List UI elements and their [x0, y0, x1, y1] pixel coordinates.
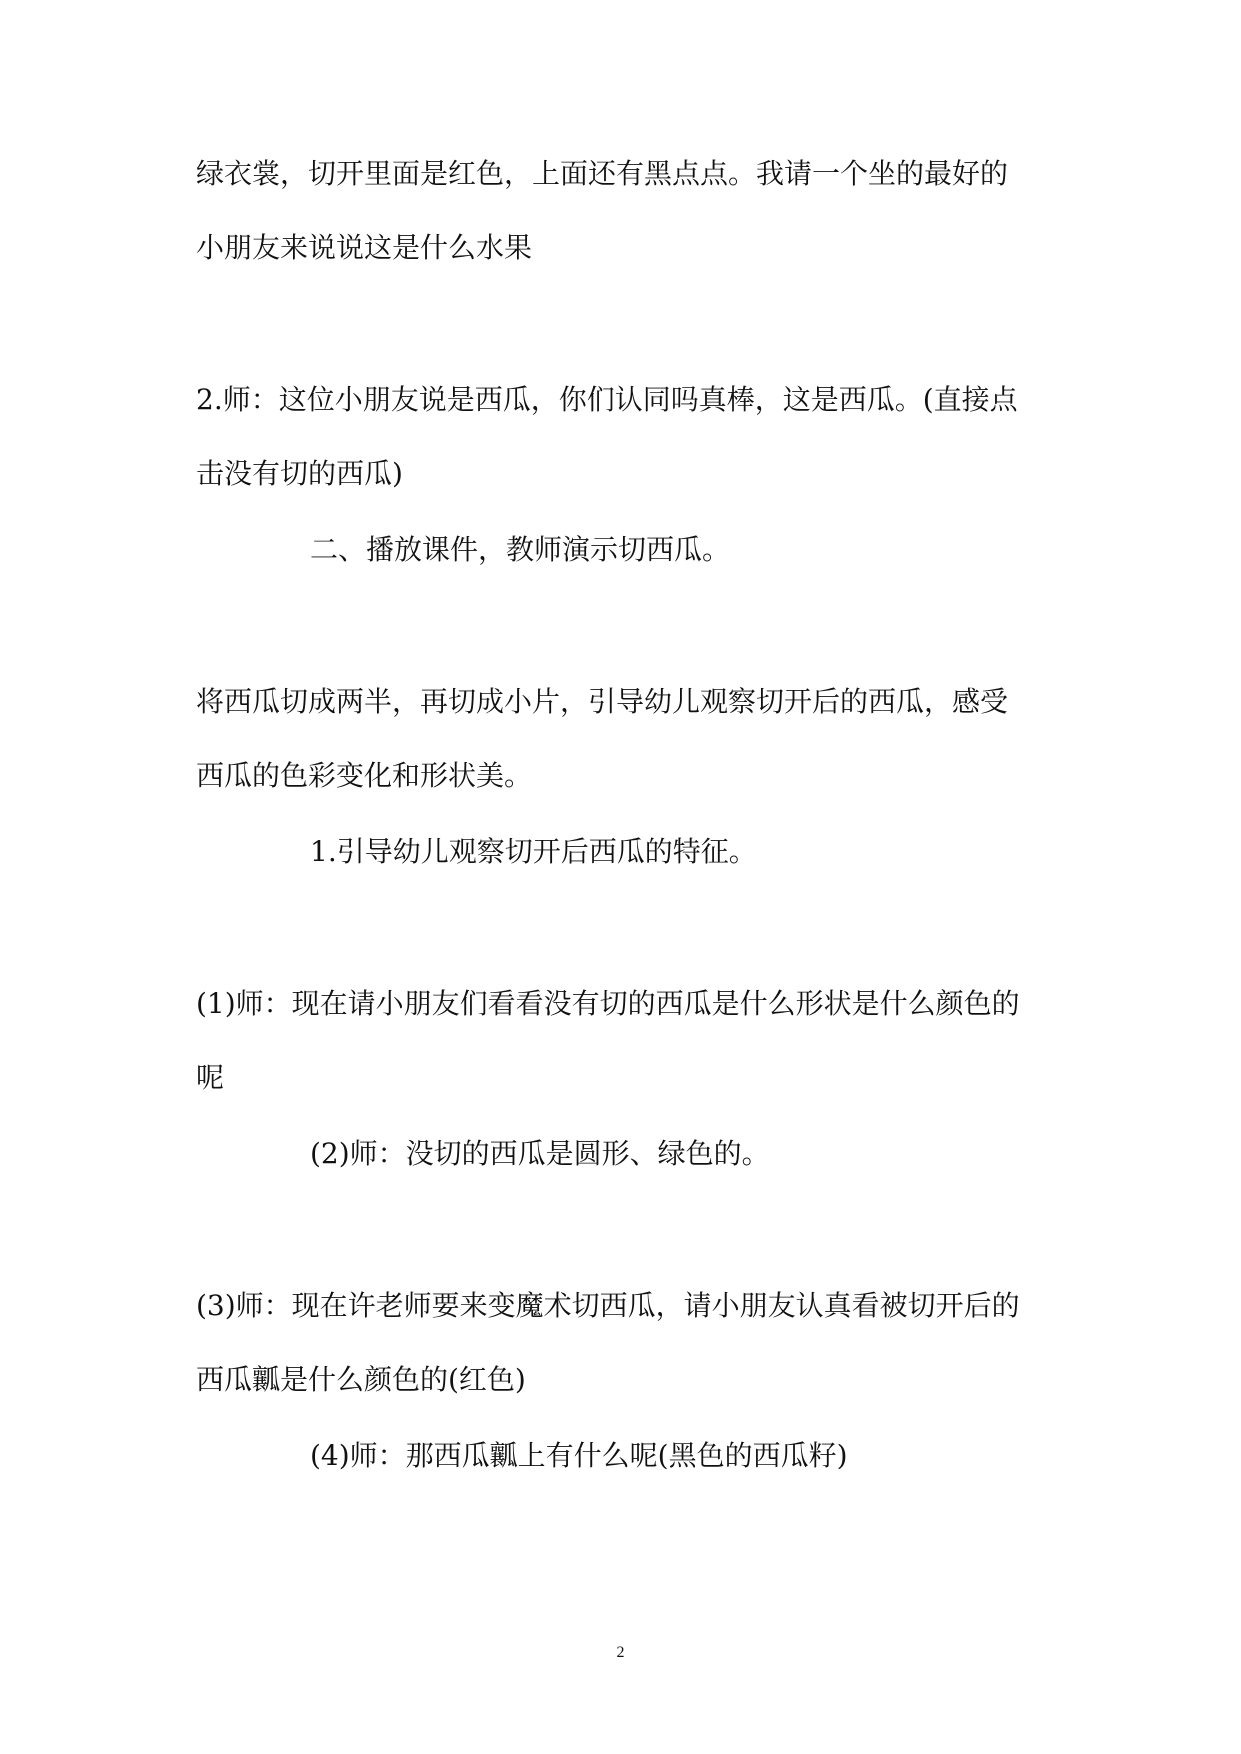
text-line: 1.引导幼儿观察切开后西瓜的特征。 [310, 835, 757, 868]
text-line: 绿衣裳，切开里面是红色，上面还有黑点点。我请一个坐的最好的 [196, 157, 1009, 190]
text-line: (1)师：现在请小朋友们看看没有切的西瓜是什么形状是什么颜色的 [196, 987, 1020, 1020]
section-heading: 二、播放课件，教师演示切西瓜。 [310, 533, 731, 566]
text-line: (4)师：那西瓜瓤上有什么呢(黑色的西瓜籽) [310, 1439, 848, 1472]
text-line: 呢 [196, 1061, 225, 1094]
text-line: 西瓜瓤是什么颜色的(红色) [196, 1363, 526, 1396]
page-number: 2 [616, 1644, 625, 1661]
text-line: 将西瓜切成两半，再切成小片，引导幼儿观察切开后的西瓜，感受 [196, 685, 1009, 718]
text-line: 小朋友来说说这是什么水果 [196, 231, 533, 264]
text-line: (3)师：现在许老师要来变魔术切西瓜，请小朋友认真看被切开后的 [196, 1289, 1020, 1322]
text-line: 西瓜的色彩变化和形状美。 [196, 759, 533, 792]
text-line: (2)师：没切的西瓜是圆形、绿色的。 [310, 1137, 770, 1170]
text-line: 击没有切的西瓜) [196, 457, 403, 490]
text-line: 2.师：这位小朋友说是西瓜，你们认同吗真棒，这是西瓜。(直接点 [196, 383, 1018, 416]
